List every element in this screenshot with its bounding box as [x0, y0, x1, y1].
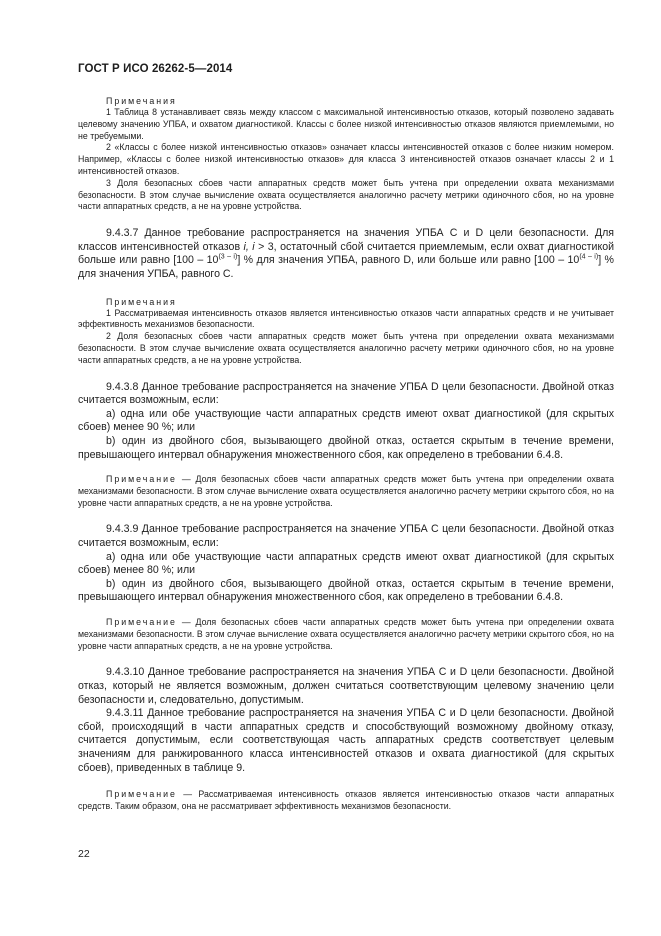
- notes-heading: Примечания: [106, 96, 177, 106]
- clause-9-4-3-10: 9.4.3.10 Данное требование распространяется на значения УПБА С и D цели безопасности. Двойной отказ, который не является возможным, должен считаться соответствующим целевому значению цели безопасности и, следовательно, допустимым.: [78, 666, 614, 706]
- note-label: Примечание: [106, 789, 177, 800]
- clause-9-4-3-11: 9.4.3.11 Данное требование распространяется на значения УПБА С и D цели безопасности. Двойной сбой, происходящий в части аппаратных средств и способствующий возможному двойному отказу, считается допустимым, если соответствующая часть аппаратных средств соответствует целевым значениям для ранжированного класса интенсивностей отказов и охвата диагностикой (для скрытых сбоев), приведенных в таблице 9.: [78, 707, 614, 774]
- clause-9-4-3-7: [78, 227, 614, 281]
- note-item: 1 Рассматриваемая интенсивность отказов является интенсивностью отказов части аппаратных средств и не учитывает эффективность механизмов безопасности.: [78, 307, 614, 330]
- document-header: ГОСТ Р ИСО 26262-5—2014: [78, 63, 233, 75]
- note-inline: [78, 474, 614, 509]
- note-item: 2 Доля безопасных сбоев части аппаратных средств может быть учтена при определении охвата механизмами безопасности. В этом случае вычисление охвата осуществляется аналогично расчету метрики одиночного сбоя, но на уровне части аппаратных средств, а не на уровне устройства.: [78, 331, 614, 365]
- list-item-b: b) один из двойного сбоя, вызывающего двойной отказ, остается скрытым в течение времени, превышающего интервал обнаружения множественного сбоя, как определено в требовании 6.4.8.: [78, 434, 614, 461]
- page-number: 22: [78, 848, 90, 860]
- notes-heading: Примечания: [106, 296, 177, 307]
- note-inline: [78, 617, 614, 652]
- clause-text: ] % для значения УПБА, равного С.: [78, 254, 614, 280]
- clause-9-4-3-8: 9.4.3.8 Данное требование распространяется на значение УПБА D цели безопасности. Двойной отказ считается возможным, если:: [78, 380, 614, 407]
- list-item-b: b) один из двойного сбоя, вызывающего двойной отказ, остается скрытым в течение времени, превышающего интервал обнаружения множественного сбоя, как определено в требовании 6.4.8.: [78, 577, 614, 604]
- note-inline: [78, 789, 614, 813]
- page-body: [78, 95, 614, 813]
- note-item: 3 Доля безопасных сбоев части аппаратных средств может быть учтена при определении охвата механизмами безопасности. В этом случае вычисление охвата осуществляется аналогично расчету метрики одиночного сбоя, но на уровне части аппаратных средств, а не на уровне устройства.: [78, 177, 614, 212]
- note-label: Примечание: [106, 474, 177, 485]
- clause-variable: i, i: [243, 240, 255, 253]
- clause-text: 9.4.3.7 Данное требование распространяется на значения УПБА С и D цели безопасности. Для классов интенсивностей отказов: [78, 227, 614, 253]
- list-item-a: a) одна или обе участвующие части аппаратных средств имеют охват диагностикой (для скрытых сбоев) менее 80 %; или: [78, 550, 614, 577]
- list-item-a: a) одна или обе участвующие части аппаратных средств имеют охват диагностикой (для скрытых сбоев) менее 90 %; или: [78, 407, 614, 434]
- note-text: — Рассматриваемая интенсивность отказов является интенсивностью отказов части аппаратных средств. Таким образом, она не рассматривает эффективность механизмов безопасности.: [78, 789, 614, 811]
- exponent: (4 – i): [579, 253, 599, 261]
- note-item: 1 Таблица 8 устанавливает связь между классом с максимальной интенсивностью отказов, который позволено задавать целевому значению УПБА, и охватом диагностикой. Классы с более низкой интенсивностью отказов являются приемлемыми, но не требуемыми.: [78, 107, 614, 141]
- note-text: — Доля безопасных сбоев части аппаратных средств может быть учтена при определении охвата механизмами безопасности. В этом случае вычисление охвата осуществляется аналогично расчету метрики скрытого сбоя, но на уровне части аппаратных средств, а не на уровне устройства.: [78, 617, 614, 651]
- note-label: Примечание: [106, 617, 177, 628]
- clause-text: > 3, остаточный сбой считается приемлемым, если охват диагностикой больше или равно [100 – 10: [78, 240, 615, 267]
- note-text: — Доля безопасных сбоев части аппаратных средств может быть учтена при определении охвата механизмами безопасности. В этом случае вычисление охвата осуществляется аналогично расчету метрики скрытого сбоя, но на уровне части аппаратных средств, а не на уровне устройства.: [78, 474, 614, 508]
- exponent: (3 – i): [218, 253, 238, 261]
- clause-text: ] % для значения УПБА, равного D, или больше или равно [100 – 10: [237, 254, 580, 267]
- note-item: 2 «Классы с более низкой интенсивностью отказов» означает классы интенсивностей отказов с более низким номером. Например, «Классы с более низкой интенсивностью отказов» для класса 3 интенсивностей отказов означает классы 2 и 1 интенсивностей отказов.: [78, 142, 614, 176]
- clause-9-4-3-9: 9.4.3.9 Данное требование распространяется на значение УПБА С цели безопасности. Двойной отказ считается возможным, если:: [78, 523, 614, 550]
